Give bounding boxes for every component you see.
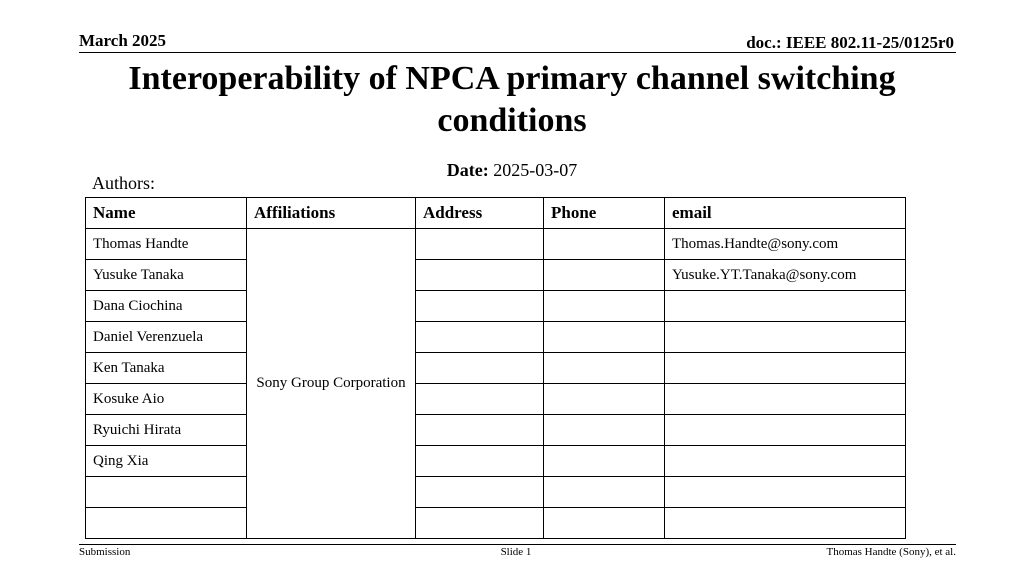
author-phone xyxy=(544,322,665,353)
author-phone xyxy=(544,384,665,415)
footer-divider xyxy=(79,544,956,545)
author-phone xyxy=(544,260,665,291)
header-phone: Phone xyxy=(544,198,665,229)
table-header-row xyxy=(86,198,906,229)
footer-slide-number: Slide 1 xyxy=(500,546,532,558)
author-name xyxy=(86,477,247,508)
slide-title: Interoperability of NPCA primary channel switching conditions xyxy=(128,60,896,139)
author-name: Dana Ciochina xyxy=(86,291,247,322)
author-email xyxy=(665,322,906,353)
author-address xyxy=(416,415,544,446)
author-email xyxy=(665,291,906,322)
date-label: Date: xyxy=(446,160,489,180)
table-row xyxy=(86,353,906,384)
author-email xyxy=(665,477,906,508)
table-row xyxy=(86,384,906,415)
author-phone xyxy=(544,446,665,477)
table-row xyxy=(86,415,906,446)
author-address xyxy=(416,477,544,508)
author-address xyxy=(416,229,544,260)
author-name: Yusuke Tanaka xyxy=(86,260,247,291)
author-address xyxy=(416,291,544,322)
author-name: Ken Tanaka xyxy=(86,353,247,384)
author-email xyxy=(665,415,906,446)
author-affiliation: Sony Group Corporation xyxy=(247,229,416,539)
table-row xyxy=(86,260,906,291)
author-email xyxy=(665,384,906,415)
authors-label: Authors: xyxy=(92,173,155,193)
author-name: Thomas Handte xyxy=(86,229,247,260)
author-phone xyxy=(544,508,665,539)
header-email: email xyxy=(665,198,906,229)
author-name xyxy=(86,508,247,539)
author-address xyxy=(416,384,544,415)
author-address xyxy=(416,353,544,384)
author-address xyxy=(416,508,544,539)
author-email xyxy=(665,508,906,539)
date-value: 2025-03-07 xyxy=(493,160,578,180)
header-affiliations: Affiliations xyxy=(247,198,416,229)
author-name: Ryuichi Hirata xyxy=(86,415,247,446)
author-email xyxy=(665,353,906,384)
header-name: Name xyxy=(86,198,247,229)
header-divider xyxy=(79,52,956,53)
author-email: Yusuke.YT.Tanaka@sony.com xyxy=(665,260,906,291)
table-row xyxy=(86,322,906,353)
table-row xyxy=(86,229,906,260)
author-address xyxy=(416,322,544,353)
author-phone xyxy=(544,477,665,508)
author-phone xyxy=(544,291,665,322)
author-address xyxy=(416,260,544,291)
authors-table xyxy=(85,197,906,539)
table-row xyxy=(86,477,906,508)
author-name: Qing Xia xyxy=(86,446,247,477)
header-address: Address xyxy=(416,198,544,229)
author-name: Daniel Verenzuela xyxy=(86,322,247,353)
table-row xyxy=(86,508,906,539)
author-phone xyxy=(544,353,665,384)
author-name: Kosuke Aio xyxy=(86,384,247,415)
author-address xyxy=(416,446,544,477)
author-email xyxy=(665,446,906,477)
author-email: Thomas.Handte@sony.com xyxy=(665,229,906,260)
author-phone xyxy=(544,229,665,260)
table-row xyxy=(86,446,906,477)
footer-author: Thomas Handte (Sony), et al. xyxy=(826,546,956,558)
footer-submission: Submission xyxy=(79,546,131,558)
header-doc-id: doc.: IEEE 802.11-25/0125r0 xyxy=(746,33,954,52)
author-phone xyxy=(544,415,665,446)
table-row xyxy=(86,291,906,322)
header-date: March 2025 xyxy=(79,31,167,50)
